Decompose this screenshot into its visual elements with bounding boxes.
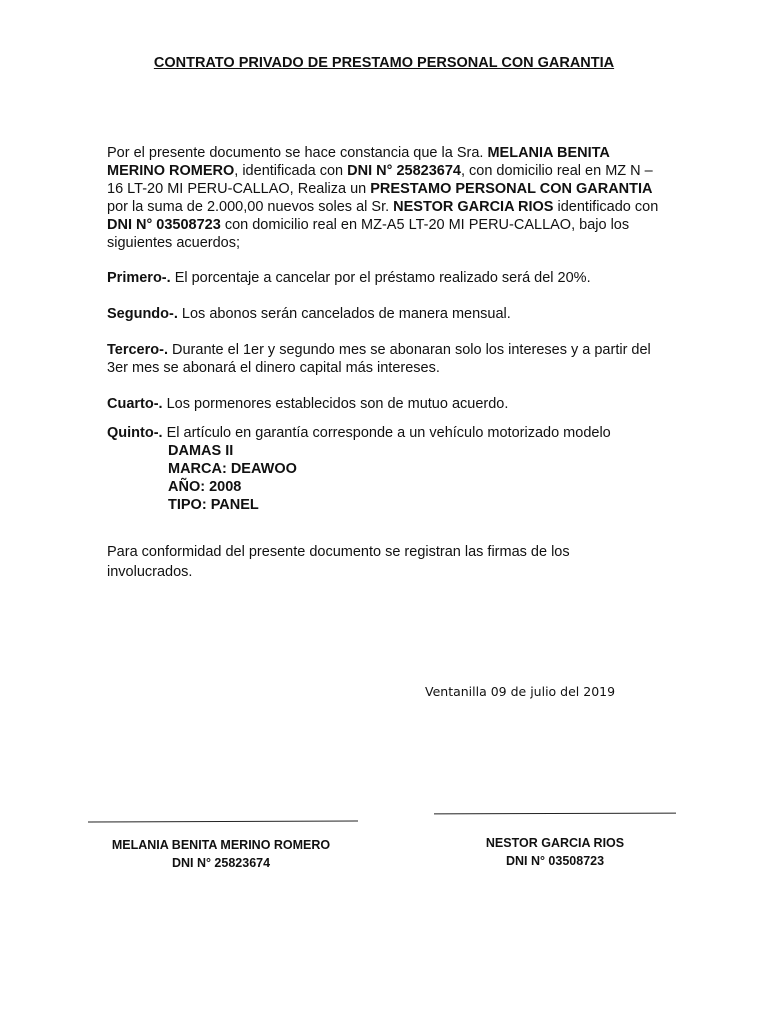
vehicle-brand: MARCA: DEAWOO bbox=[168, 461, 297, 477]
clause-text: Los pormenores establecidos son de mutuo acuerdo. bbox=[162, 396, 509, 412]
clause-cuarto bbox=[107, 395, 667, 413]
intro-text: , identificada con bbox=[234, 163, 348, 179]
borrower-dni: DNI N° 03508723 bbox=[107, 217, 221, 233]
signature-line-right bbox=[434, 813, 676, 815]
intro-text: por la suma de 2.000,00 nuevos soles al Sr. bbox=[107, 199, 394, 215]
clause-quinto bbox=[107, 424, 667, 514]
clause-label: Segundo-. bbox=[107, 306, 178, 322]
intro-paragraph bbox=[107, 144, 667, 252]
borrower-name: NESTOR GARCIA RIOS bbox=[393, 199, 554, 215]
clause-text: Durante el 1er y segundo mes se abonaran solo los intereses y a partir del 3er mes se abonará el dinero capital más intereses. bbox=[107, 342, 651, 376]
clause-text: El artículo en garantía corresponde a un vehículo motorizado modelo bbox=[162, 425, 611, 441]
vehicle-model: DAMAS II bbox=[168, 443, 234, 459]
intro-text: identificado con bbox=[553, 199, 659, 215]
clause-text: El porcentaje a cancelar por el préstamo realizado será del 20%. bbox=[170, 270, 591, 286]
signatory-name: MELANIA BENITA MERINO ROMERO bbox=[111, 838, 331, 852]
signatory-dni: DNI N° 03508723 bbox=[505, 854, 605, 868]
closing-paragraph: Para conformidad del presente documento se registran las firmas de los involucrados. bbox=[107, 544, 570, 580]
signature-line-left bbox=[88, 821, 358, 823]
intro-text: Por el presente documento se hace constancia que la Sra. bbox=[107, 145, 488, 161]
clause-primero bbox=[107, 269, 667, 287]
clause-label: Cuarto-. bbox=[107, 396, 163, 412]
intro-text: con domicilio real en MZ-A5 LT-20 MI PERU-CALLAO, bajo los siguientes acuerdos; bbox=[107, 217, 630, 251]
vehicle-type: TIPO: PANEL bbox=[168, 497, 259, 513]
signatory-dni: DNI N° 25823674 bbox=[171, 856, 271, 870]
document-title: CONTRATO PRIVADO DE PRESTAMO PERSONAL CON GARANTIA bbox=[153, 55, 615, 71]
clause-quinto-line bbox=[107, 424, 667, 442]
vehicle-year: AÑO: 2008 bbox=[168, 479, 242, 495]
clause-label: Primero-. bbox=[107, 270, 171, 286]
clause-label: Tercero-. bbox=[107, 342, 168, 358]
clause-tercero bbox=[107, 341, 667, 377]
signature-block-right bbox=[440, 834, 670, 870]
clause-segundo bbox=[107, 305, 667, 323]
loan-type: PRESTAMO PERSONAL CON GARANTIA bbox=[370, 181, 653, 197]
signatory-name: NESTOR GARCIA RIOS bbox=[485, 836, 625, 850]
clause-text: Los abonos serán cancelados de manera mensual. bbox=[177, 306, 511, 322]
lender-name: MELANIA BENITA MERINO ROMERO bbox=[107, 145, 610, 179]
intro-text: , con domicilio real en MZ N – 16 LT-20 MI PERU-CALLAO, Realiza un bbox=[107, 163, 653, 197]
clause-label: Quinto-. bbox=[107, 425, 163, 441]
signing-date: Ventanilla 09 de julio del 2019 bbox=[425, 684, 616, 699]
lender-dni: DNI N° 25823674 bbox=[347, 163, 461, 179]
signature-block-left bbox=[90, 836, 352, 872]
